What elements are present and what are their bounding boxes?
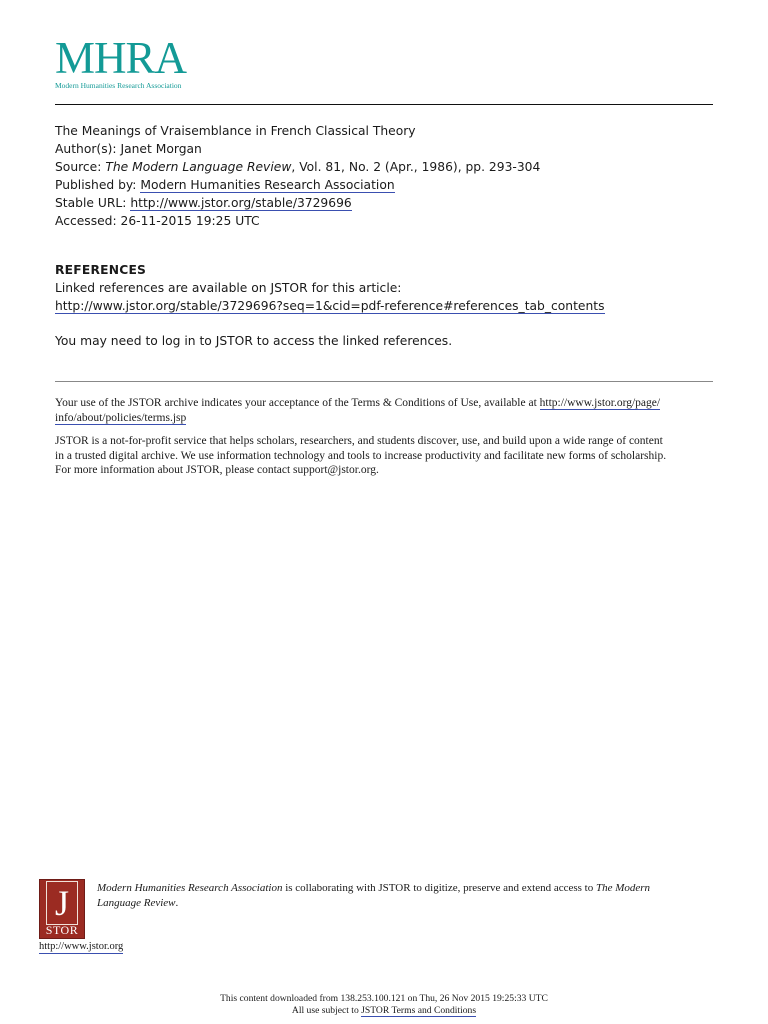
article-metadata <box>55 122 540 230</box>
terms-link-part1[interactable]: http://www.jstor.org/page/ <box>539 397 661 409</box>
article-authors <box>55 140 540 158</box>
collab-journal-part1: The Modern <box>595 882 651 894</box>
footer-terms-link[interactable]: JSTOR Terms and Conditions <box>361 1005 477 1016</box>
footer-line-1: This content downloaded from 138.253.100.121 on Thu, 26 Nov 2015 19:25:33 UTC <box>220 993 548 1004</box>
jstor-logo-letter: J <box>46 881 78 925</box>
mhra-logo <box>55 33 225 91</box>
middle-divider <box>55 381 713 382</box>
about-line-1: JSTOR is a not-for-profit service that helps scholars, researchers, and students discover, use, and build upon a wide range of content <box>55 435 663 448</box>
stable-url-link[interactable]: http://www.jstor.org/stable/3729696 <box>130 196 352 210</box>
article-title: The Meanings of Vraisemblance in French Classical Theory <box>55 124 416 138</box>
collab-journal-part2: Language Review <box>97 896 176 909</box>
article-source <box>55 158 540 176</box>
collab-publisher: Modern Humanities Research Association <box>97 882 283 894</box>
publisher-label: Published by: <box>55 178 137 192</box>
footer-line-2 <box>0 1005 768 1017</box>
references-heading: REFERENCES <box>55 263 147 277</box>
download-footer <box>0 993 768 1017</box>
authors-value: Janet Morgan <box>120 142 202 156</box>
jstor-home-link[interactable]: http://www.jstor.org <box>39 941 124 952</box>
stable-url-label: Stable URL: <box>55 196 127 210</box>
article-publisher <box>55 176 540 194</box>
terms-of-use-text <box>55 396 715 425</box>
publisher-link[interactable]: Modern Humanities Research Association <box>140 178 395 192</box>
collab-text: is collaborating with JSTOR to digitize, preserve and extend access to <box>282 882 596 894</box>
references-intro: Linked references are available on JSTOR for this article: <box>55 281 402 295</box>
terms-section <box>55 396 715 478</box>
about-line-3: For more information about JSTOR, please contact support@jstor.org. <box>55 464 379 477</box>
mhra-logo-mark: MHRA <box>55 33 187 83</box>
references-link[interactable]: http://www.jstor.org/stable/3729696?seq=1&cid=pdf-reference#references_tab_contents <box>55 299 605 313</box>
collab-period: . <box>175 896 179 909</box>
authors-label: Author(s): <box>55 142 117 156</box>
article-accessed: Accessed: 26-11-2015 19:25 UTC <box>55 214 260 228</box>
jstor-logo <box>39 879 85 939</box>
article-stable-url <box>55 194 540 212</box>
footer-prefix: All use subject to <box>291 1005 362 1016</box>
collaboration-statement <box>97 881 717 910</box>
references-login-note: You may need to log in to JSTOR to access the linked references. <box>55 334 453 348</box>
jstor-about-text <box>55 434 715 478</box>
terms-link-part2[interactable]: info/about/policies/terms.jsp <box>55 411 187 424</box>
about-line-2: in a trusted digital archive. We use information technology and tools to increase productivity and facilitate new forms of scholarship. <box>55 449 667 462</box>
source-label: Source: <box>55 160 102 174</box>
jstor-logo-word: STOR <box>45 923 79 937</box>
terms-intro: Your use of the JSTOR archive indicates your acceptance of the Terms & Conditions of Use, available at <box>55 397 540 409</box>
source-details: , Vol. 81, No. 2 (Apr., 1986), pp. 293-304 <box>291 160 541 174</box>
mhra-logo-subtitle: Modern Humanities Research Association <box>55 81 182 90</box>
source-journal: The Modern Language Review <box>105 160 292 174</box>
references-section <box>55 261 605 350</box>
top-divider <box>55 104 713 105</box>
